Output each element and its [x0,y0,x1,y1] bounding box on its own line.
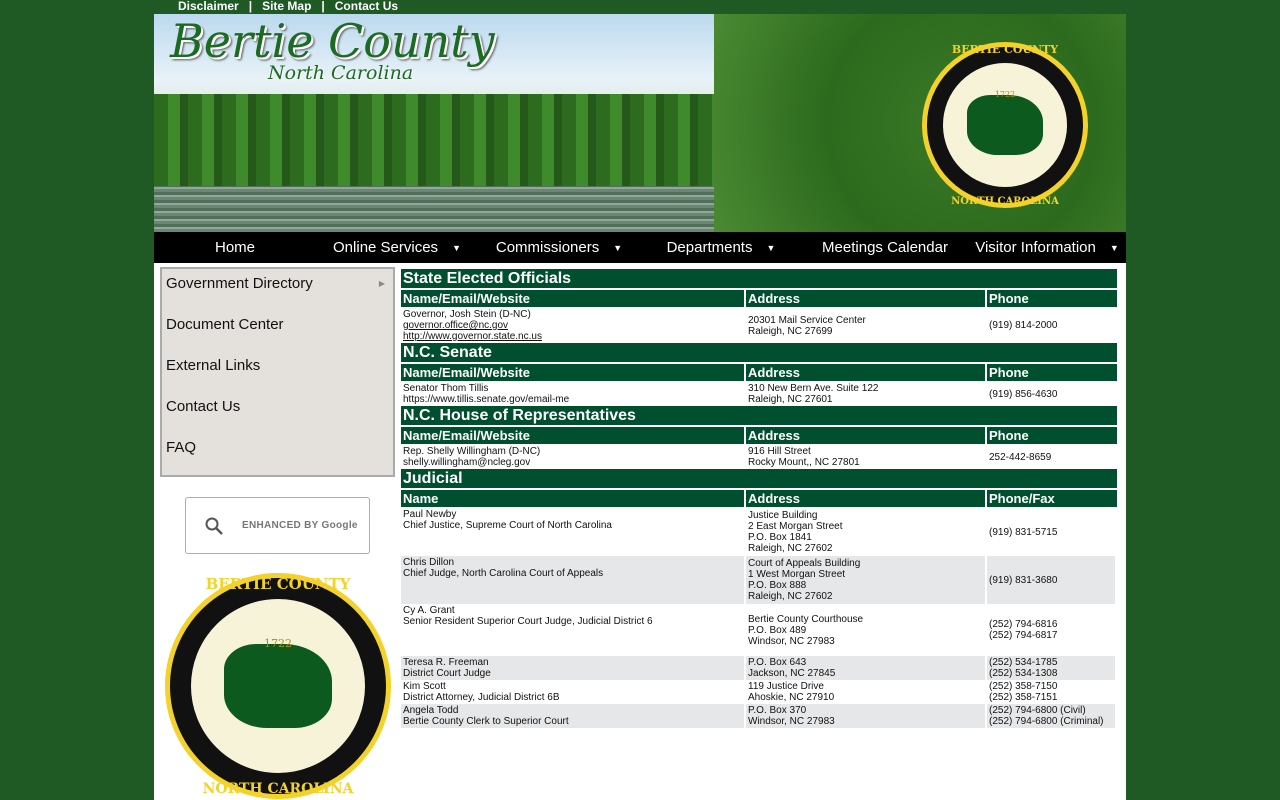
name-line: Governor, Josh Stein (D-NC) [403,309,531,320]
nav-item-online-services[interactable] [316,232,478,263]
phone-line: (252) 794-6816 [989,619,1058,630]
phone-line: (252) 794-6800 (Criminal) [989,716,1104,727]
name-line: Angela Todd [403,705,459,716]
column-header: Name/Email/Website [401,290,746,308]
table-row [401,308,1117,343]
site-map-link[interactable]: Site Map [262,0,312,13]
name-cell [401,656,746,680]
name-line: District Attorney, Judicial District 6B [403,692,560,703]
seal-top-text: BERTIE COUNTY [205,575,351,593]
seal-year: 1722 [264,637,292,651]
address-cell [746,604,987,656]
address-line: Raleigh, NC 27601 [748,394,833,405]
address-line: Ahoskie, NC 27910 [748,692,835,703]
name-line: Bertie County Clerk to Superior Court [403,716,569,727]
county-seal [922,42,1088,208]
phone-line: (252) 358-7151 [989,692,1058,703]
table-row [401,382,1117,406]
search-input[interactable]: ENHANCED BY Google [242,520,358,531]
seal-bottom-text: NORTH CAROLINA [202,781,354,797]
nav-item-commissioners[interactable] [478,232,640,263]
site-title[interactable]: Bertie County [170,14,495,68]
directory-content [401,269,1117,728]
section-header [401,343,1117,364]
seal-year: 1722 [994,90,1016,100]
column-header: Address [746,427,987,445]
nav-label: Visitor Information [975,239,1096,256]
sidebar-item-external-links[interactable] [162,351,393,392]
section-header [401,406,1117,427]
name-cell [401,382,746,406]
name-cell [401,508,746,556]
address-line: Rocky Mount,, NC 27801 [748,457,860,468]
contact-us-link[interactable]: Contact Us [334,0,399,13]
name-cell [401,680,746,704]
sidebar-item-label: FAQ [166,439,197,456]
phone-line: (252) 794-6800 (Civil) [989,705,1086,716]
table-row [401,556,1117,604]
phone-cell [987,604,1117,656]
phone-cell [987,382,1117,406]
address-cell [746,556,987,604]
top-links [178,0,398,14]
nav-label: Home [214,239,255,256]
phone-cell [987,556,1117,604]
address-line: Raleigh, NC 27699 [748,325,833,337]
column-header: Address [746,490,987,508]
name-line: https://www.tillis.senate.gov/email-me [403,394,570,405]
address-line: P.O. Box 888 [748,580,807,591]
chevron-down-icon: ▼ [766,242,776,253]
phone-line: (919) 814-2000 [989,320,1058,331]
address-line: Raleigh, NC 27602 [748,591,833,602]
phone-cell [987,308,1117,343]
link-line [403,331,742,342]
nav-label: Departments [666,239,753,256]
address-cell [746,445,987,469]
phone-line: (919) 856-4630 [989,388,1058,400]
name-cell [401,308,746,343]
chevron-down-icon: ▼ [613,242,623,253]
section-title: State Elected Officials [401,269,1117,290]
address-cell [746,382,987,406]
address-line: 2 East Morgan Street [748,521,843,532]
page [154,14,1126,800]
separator: | [321,0,325,13]
address-line: Jackson, NC 27845 [748,668,836,679]
nav-label: Online Services [333,239,439,256]
address-line: Bertie County Courthouse [748,613,864,625]
name-line: Cy A. Grant [403,605,455,616]
table-row [401,604,1117,656]
address-line: 20301 Mail Service Center [748,314,866,326]
search-box[interactable] [185,497,370,554]
sidebar-item-label: Document Center [166,316,284,333]
address-line: 916 Hill Street [748,446,811,457]
column-header: Address [746,290,987,308]
address-cell [746,308,987,343]
name-line: District Court Judge [403,668,491,679]
table-row [401,680,1117,704]
section-header [401,269,1117,290]
sidebar-item-contact-us[interactable] [162,392,393,433]
column-header: Name/Email/Website [401,427,746,445]
address-cell [746,656,987,680]
section-title: N.C. House of Representatives [401,406,1117,427]
column-header: Name/Email/Website [401,364,746,382]
address-line: P.O. Box 489 [748,624,807,636]
sidebar-menu [160,267,395,477]
search-icon[interactable] [204,516,224,536]
main-nav [154,232,1126,263]
phone-line: (919) 831-5715 [989,526,1058,538]
name-line: Rep. Shelly Willingham (D-NC) [403,446,541,457]
link-line [403,320,742,331]
phone-line: (252) 794-6817 [989,630,1058,641]
sidebar-item-faq[interactable] [162,433,393,474]
phone-line: (919) 831-3680 [989,574,1058,586]
address-cell [746,680,987,704]
name-cell [401,556,746,604]
name-line: Senior Resident Superior Court Judge, Judicial District 6 [403,616,653,627]
site-subtitle: North Carolina [268,62,414,84]
sidebar-item-government-directory[interactable] [162,269,393,310]
column-header: Phone/Fax [987,490,1117,508]
county-map-icon [967,95,1044,155]
column-headers [401,490,1117,508]
name-line: Chief Judge, North Carolina Court of Appeals [403,568,604,579]
phone-cell [987,704,1117,728]
email-link[interactable]: governor.office@nc.gov [403,320,509,331]
column-headers [401,290,1117,308]
directory-table [401,269,1117,728]
nav-item-home[interactable] [154,232,316,263]
column-header: Name [401,490,746,508]
phone-line: (252) 534-1308 [989,668,1058,679]
column-header: Phone [987,427,1117,445]
column-header: Phone [987,290,1117,308]
address-line: P.O. Box 643 [748,657,807,668]
nav-label: Meetings Calendar [822,239,948,256]
address-cell [746,508,987,556]
column-headers [401,427,1117,445]
address-line: 310 New Bern Ave. Suite 122 [748,383,879,394]
website-link[interactable]: http://www.governor.state.nc.us [403,331,542,342]
banner [154,14,1126,232]
table-row [401,508,1117,556]
address-line: P.O. Box 1841 [748,532,812,543]
phone-cell [987,508,1117,556]
nav-item-meetings-calendar[interactable] [802,232,968,263]
name-line: shelly.willingham@ncleg.gov [403,457,531,468]
chevron-right-icon: ▶ [378,279,385,288]
chevron-down-icon: ▼ [1109,242,1119,253]
section-header [401,469,1117,490]
column-headers [401,364,1117,382]
sidebar-item-document-center[interactable] [162,310,393,351]
disclaimer-link[interactable]: Disclaimer [178,0,239,13]
name-cell [401,704,746,728]
phone-cell [987,680,1117,704]
sidebar-item-label: Government Directory [166,275,313,292]
column-header: Address [746,364,987,382]
county-map-icon [224,644,332,728]
phone-cell [987,445,1117,469]
phone-line: 252-442-8659 [989,451,1052,463]
address-line: Court of Appeals Building [748,558,861,569]
phone-line: (252) 358-7150 [989,681,1058,692]
address-cell [746,704,987,728]
nav-label: Commissioners [495,239,600,256]
section-title: Judicial [401,469,1117,490]
address-line: P.O. Box 370 [748,705,807,716]
seal-bottom-text: NORTH CAROLINA [951,196,1059,207]
seal-top-text: BERTIE COUNTY [951,43,1059,56]
address-line: 1 West Morgan Street [748,569,846,580]
address-line: Windsor, NC 27983 [748,635,835,647]
name-line: Chris Dillon [403,557,455,568]
county-seal-large [165,573,391,799]
separator: | [248,0,253,13]
nav-item-departments[interactable] [640,232,802,263]
name-line: Senator Thom Tillis [403,383,489,394]
table-row [401,656,1117,680]
name-cell [401,604,746,656]
column-header: Phone [987,364,1117,382]
section-title: N.C. Senate [401,343,1117,364]
name-line: Teresa R. Freeman [403,657,489,668]
name-cell [401,445,746,469]
phone-cell [987,656,1117,680]
name-line: Kim Scott [403,681,446,692]
table-row [401,704,1117,728]
phone-line: (252) 534-1785 [989,657,1058,668]
sidebar-item-label: External Links [166,357,261,374]
sidebar-item-label: Contact Us [166,398,241,415]
address-line: Raleigh, NC 27602 [748,543,833,554]
address-line: Windsor, NC 27983 [748,716,835,727]
name-line: Chief Justice, Supreme Court of North Carolina [403,520,612,531]
name-line: Paul Newby [403,509,457,520]
table-row [401,445,1117,469]
address-line: 119 Justice Drive [748,681,824,692]
chevron-down-icon: ▼ [452,242,461,253]
nav-item-visitor-information[interactable] [968,232,1126,263]
address-line: Justice Building [748,510,818,521]
